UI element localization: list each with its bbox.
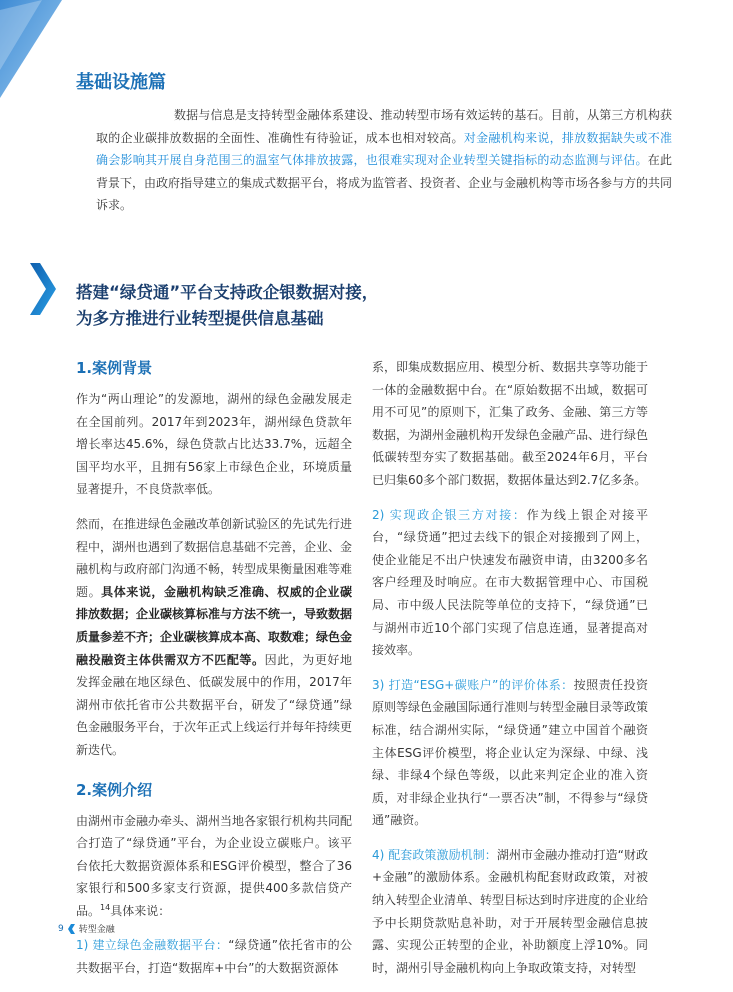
page-footer xyxy=(58,922,115,935)
item-2-lead: 2) 实现政企银三方对接： xyxy=(372,507,527,522)
challenges-intro: 然而，在推进绿色金融改革创新试验区的先试先行进程中，湖州也遇到了数据信息基础不完善，企业、金融机构与政府部门沟通不畅，转型成果衡量困难等难题。 xyxy=(76,516,353,599)
heading-case-background: 1.案例背景 xyxy=(76,359,153,377)
intro-body-tail: 具体来说： xyxy=(110,903,171,918)
item-3-lead: 3) 打造“ESG+碳账户”的评价体系： xyxy=(372,677,574,692)
right-column xyxy=(372,356,648,991)
intro-tail: 在此背景下，由政府指导建立的集成式数据平台，将成为监管者、投资者、企业与金融机构等市场各参与方的共同诉求。 xyxy=(96,153,673,213)
paragraph-item-1-continued: 系，即集成数据应用、模型分析、数据共享等功能于一体的金融数据中台。在“原始数据不出域，数据可用不可见”的原则下，汇集了政务、金融、第三方等数据，为湖州金融机构开发绿色金融产品、进行绿色低碳转型夯实了数据基础。截至2024年6月，平台已归集60多个部门数据，数据体量达到2.7亿多条。 xyxy=(372,360,649,487)
paragraph-challenges xyxy=(76,513,352,762)
challenges-response: 因此，为更好地发挥金融在地区绿色、低碳发展中的作用，2017年湖州市依托省市公共数据平台，研发了“绿贷通”绿色金融服务平台，于次年正式上线运行并每年持续更新迭代。 xyxy=(76,652,353,757)
item-2-text: 作为线上银企对接平台，“绿贷通”把过去线下的银企对接搬到了网上，使企业能足不出户快速发布融资申请，由3200多名客户经理及时响应。在市大数据管理中心、市国税局、市中级人民法院等单位的支持下，“绿贷通”已与湖州市近10个部门实现了信息连通，显著提高对接效率。 xyxy=(372,507,648,658)
item-4-lead: 4) 配套政策激励机制： xyxy=(372,847,497,862)
chevron-left-icon xyxy=(68,924,75,934)
challenges-bold: 具体来说，金融机构缺乏准确、权威的企业碳排放数据；企业碳核算标准与方法不统一，导致数据质量参差不齐；企业碳核算成本高、取数难；绿色金融投融资主体供需双方不匹配等。 xyxy=(76,584,353,667)
case-headline xyxy=(76,280,378,332)
intro-text: 数据与信息是支持转型金融体系建设、推动转型市场有效运转的基石。目前，从第三方机构获取的企业碳排放数据的全面性、准确性有待验证，成本也相对较高。 xyxy=(96,108,672,145)
intro-highlight: 对金融机构来说，排放数据缺失或不准确会影响其开展自身范围三的温室气体排放披露，也很难实现对企业转型关键指标的动态监测与评估。 xyxy=(96,130,672,168)
footer-label: 转型金融 xyxy=(78,925,115,935)
footnote-ref: 14 xyxy=(100,902,111,912)
page-number: 9 xyxy=(58,923,64,934)
left-column xyxy=(76,356,352,992)
item-1-text: “绿贷通”依托省市的公共数据平台，打造“数据库+中台”的大数据资源体 xyxy=(76,938,352,976)
paragraph-introduction xyxy=(76,810,352,923)
headline-line-1: 搭建“绿贷通”平台支持政企银数据对接， xyxy=(76,283,379,302)
corner-decoration xyxy=(0,0,70,110)
intro-paragraph xyxy=(96,104,672,217)
paragraph-item-2 xyxy=(372,504,648,662)
heading-case-introduction: 2.案例介绍 xyxy=(76,780,153,799)
paragraph-item-4 xyxy=(372,844,648,980)
item-4-text: 湖州市金融办推动打造“财政+金融”的激励体系。金融机构配套财政政策，对被纳入转型企业清单、转型目标达到时序进度的企业给予中长期贷款贴息补助，对于开展转型金融信息披露、实现公正转型的企业，补助额度上浮10%。同时，湖州引导金融机构向上争取政策支持，对转型 xyxy=(372,847,649,975)
chevron-right-icon xyxy=(30,263,56,315)
paragraph-background: 作为“两山理论”的发源地，湖州的绿色金融发展走在全国前列。2017年到2023年，湖州绿色贷款年增长率达45.6%，绿色贷款占比达33.7%，远超全国平均水平，且拥有56家上市绿色企业，环境质量显著提升，不良贷款率低。 xyxy=(76,392,352,497)
intro-body: 由湖州市金融办牵头、湖州当地各家银行机构共同配合打造了“绿贷通”平台，为企业设立碳账户。该平台依托大数据资源体系和ESG评价模型，整合了36家银行和500多家支行资源，提供400多款信贷产品。 xyxy=(76,813,353,918)
headline-line-2: 为多方推进行业转型提供信息基础 xyxy=(76,309,324,328)
paragraph-item-1 xyxy=(76,934,352,979)
item-3-text: 按照责任投资原则等绿色金融国际通行准则与转型金融目录等政策标准，结合湖州实际，“绿贷通”建立中国首个融资主体ESG评价模型，将企业认定为深绿、中绿、浅绿、非绿4个绿色等级，以此来判定企业的准入资质，对非绿企业执行“一票否决”制，不得参与“绿贷通”融资。 xyxy=(372,677,649,828)
item-1-lead: 1) 建立绿色金融数据平台： xyxy=(76,938,229,953)
paragraph-item-3 xyxy=(372,674,648,832)
section-title: 基础设施篇 xyxy=(76,72,166,93)
